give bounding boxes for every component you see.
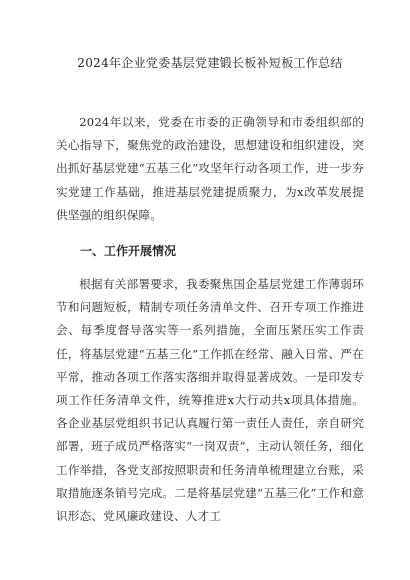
document-title: 2024年企业党委基层党建锻长板补短板工作总结	[77, 56, 343, 70]
section-heading: 一、工作开展情况	[80, 244, 177, 259]
intro-paragraph: 2024年以来，党委在市委的正确领导和市委组织部的关心指导下，聚焦党的政治建设，思想建设和组织建设，突出抓好基层党建“五基三化”攻坚年行动各项工作，进一步夯实党建工作基础，推进基层党建提质聚力，为x改革发展提供坚强的组织保障。	[56, 115, 364, 222]
section-body-paragraph: 根据有关部署要求，我委聚焦国企基层党建工作薄弱环节和问题短板，精制专项任务清单文件、召开专项工作推进会、每季度督导落实等一系列措施，全面压紧压实工作责任，将基层党建“五基三化”工作抓在经常、融入日常、严在平常，推动各项工作落实落细并取得显著成效。一是印发专项工作任务清单文件，统筹推进x大行动共x项具体措施。各企业基层党组织书记认真履行第一责任人责任，亲自研究部署，班子成员严格落实“一岗双责”，主动认领任务，细化工作举措，各党支部按照职责和任务清单梳理建立台账，采取措施逐条销号完成。二是将基层党建“五基三化”工作和意识形态、党风廉政建设、人才工	[56, 277, 364, 524]
